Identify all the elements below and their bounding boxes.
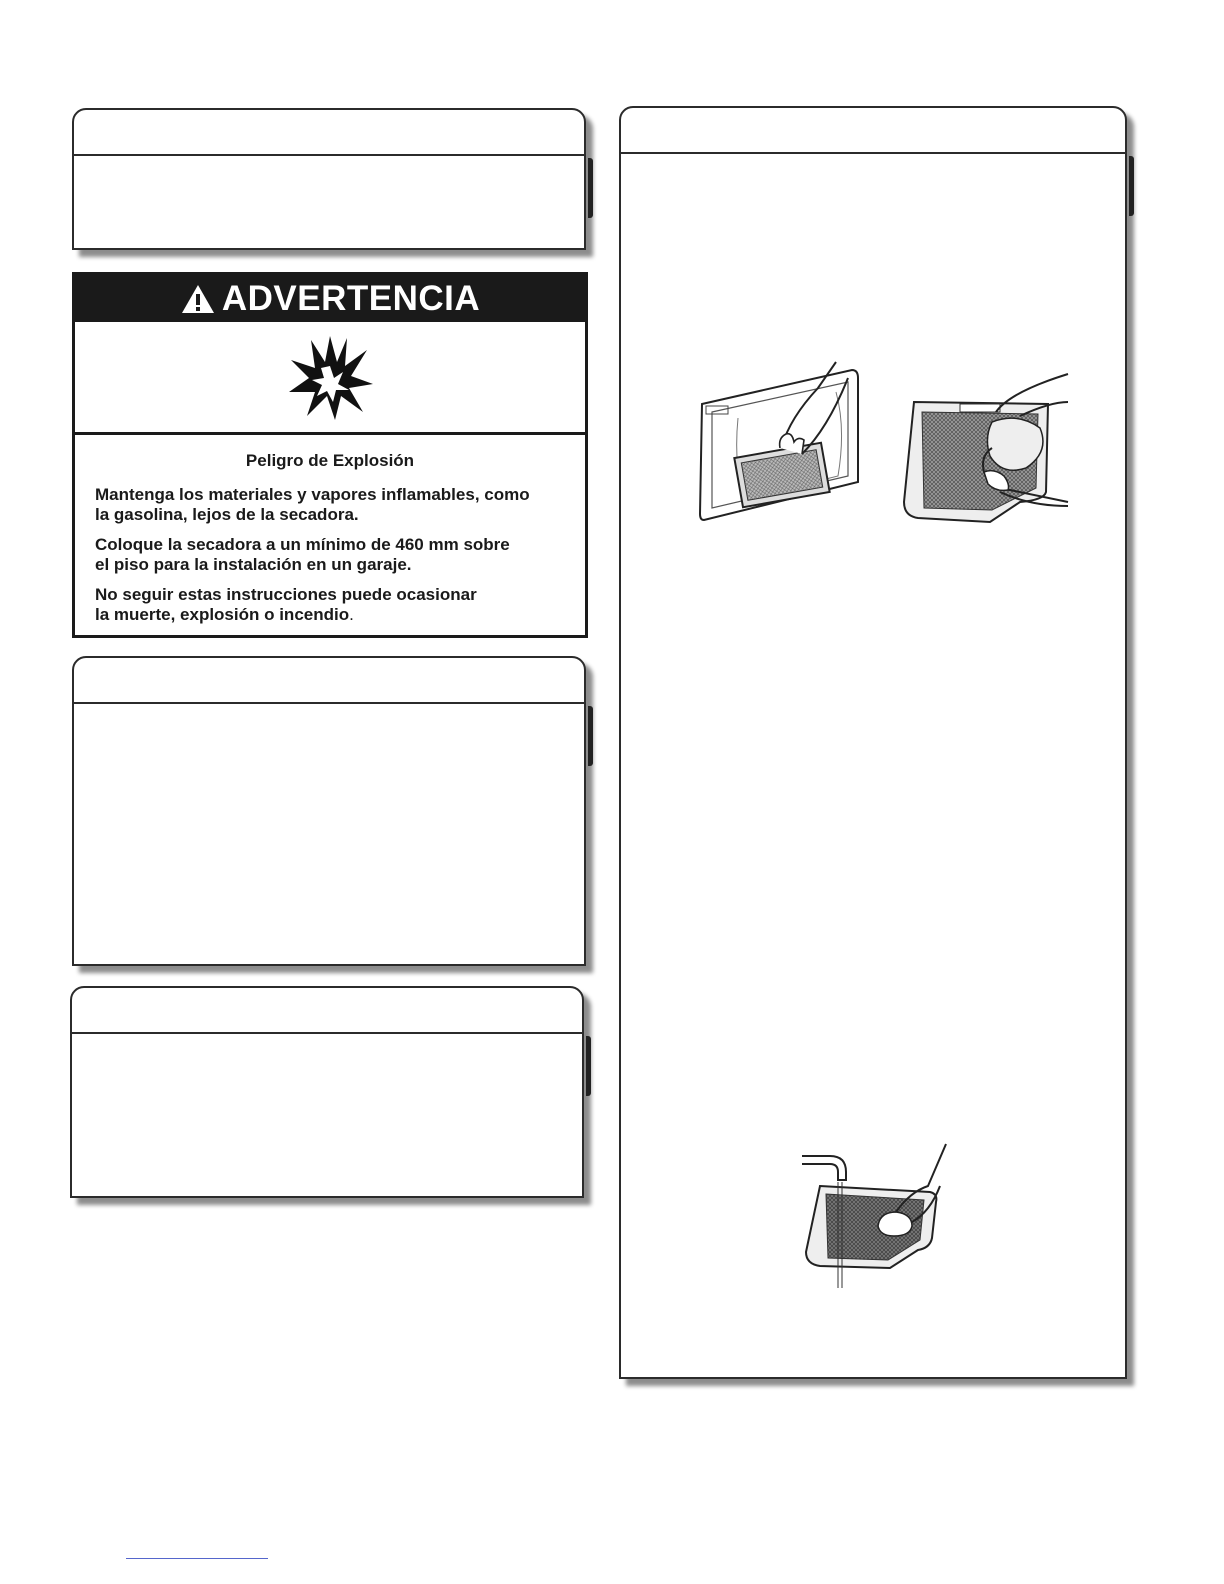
panel-edge	[588, 706, 593, 766]
panel-edge	[588, 158, 593, 218]
info-panel-middle-left	[72, 656, 586, 966]
warning-p3-end: .	[349, 605, 354, 624]
panel-header-divider	[74, 154, 584, 156]
warning-triangle-icon	[180, 283, 216, 315]
warning-body	[75, 435, 585, 625]
panel-header-divider	[72, 1032, 582, 1034]
warning-p3-a: No seguir estas instrucciones puede ocasionar	[95, 585, 477, 604]
explosion-icon	[285, 332, 375, 422]
warning-symbol-area	[75, 322, 585, 435]
footer-rule	[126, 1558, 268, 1559]
panel-header-divider	[74, 702, 584, 704]
hand-removing-lint-screen-illustration	[698, 358, 866, 524]
brush-washing-lint-screen-under-faucet-illustration	[800, 1142, 950, 1290]
warning-p2-a: Coloque la secadora a un mínimo de 460 mm sobre	[95, 535, 510, 554]
warning-paragraph-1	[95, 485, 565, 525]
panel-edge	[586, 1036, 591, 1096]
warning-title: Peligro de Explosión	[245, 451, 415, 470]
info-panel-top-left	[72, 108, 586, 250]
warning-box	[72, 272, 588, 638]
panel-edge	[1129, 156, 1134, 216]
warning-header-text: ADVERTENCIA	[221, 278, 481, 318]
warning-p1-a: Mantenga los materiales y vapores inflamables, como	[95, 485, 530, 504]
warning-paragraph-3	[95, 585, 565, 625]
warning-p2-b: el piso para la instalación en un garaje.	[95, 555, 412, 574]
hands-cleaning-lint-screen-illustration	[900, 372, 1072, 524]
warning-p1-b: la gasolina, lejos de la secadora.	[95, 505, 359, 524]
panel-header-divider	[621, 152, 1125, 154]
warning-paragraph-2	[95, 535, 565, 575]
warning-header	[75, 275, 585, 322]
warning-p3-b: la muerte, explosión o incendio	[95, 605, 350, 624]
info-panel-bottom-left	[70, 986, 584, 1198]
